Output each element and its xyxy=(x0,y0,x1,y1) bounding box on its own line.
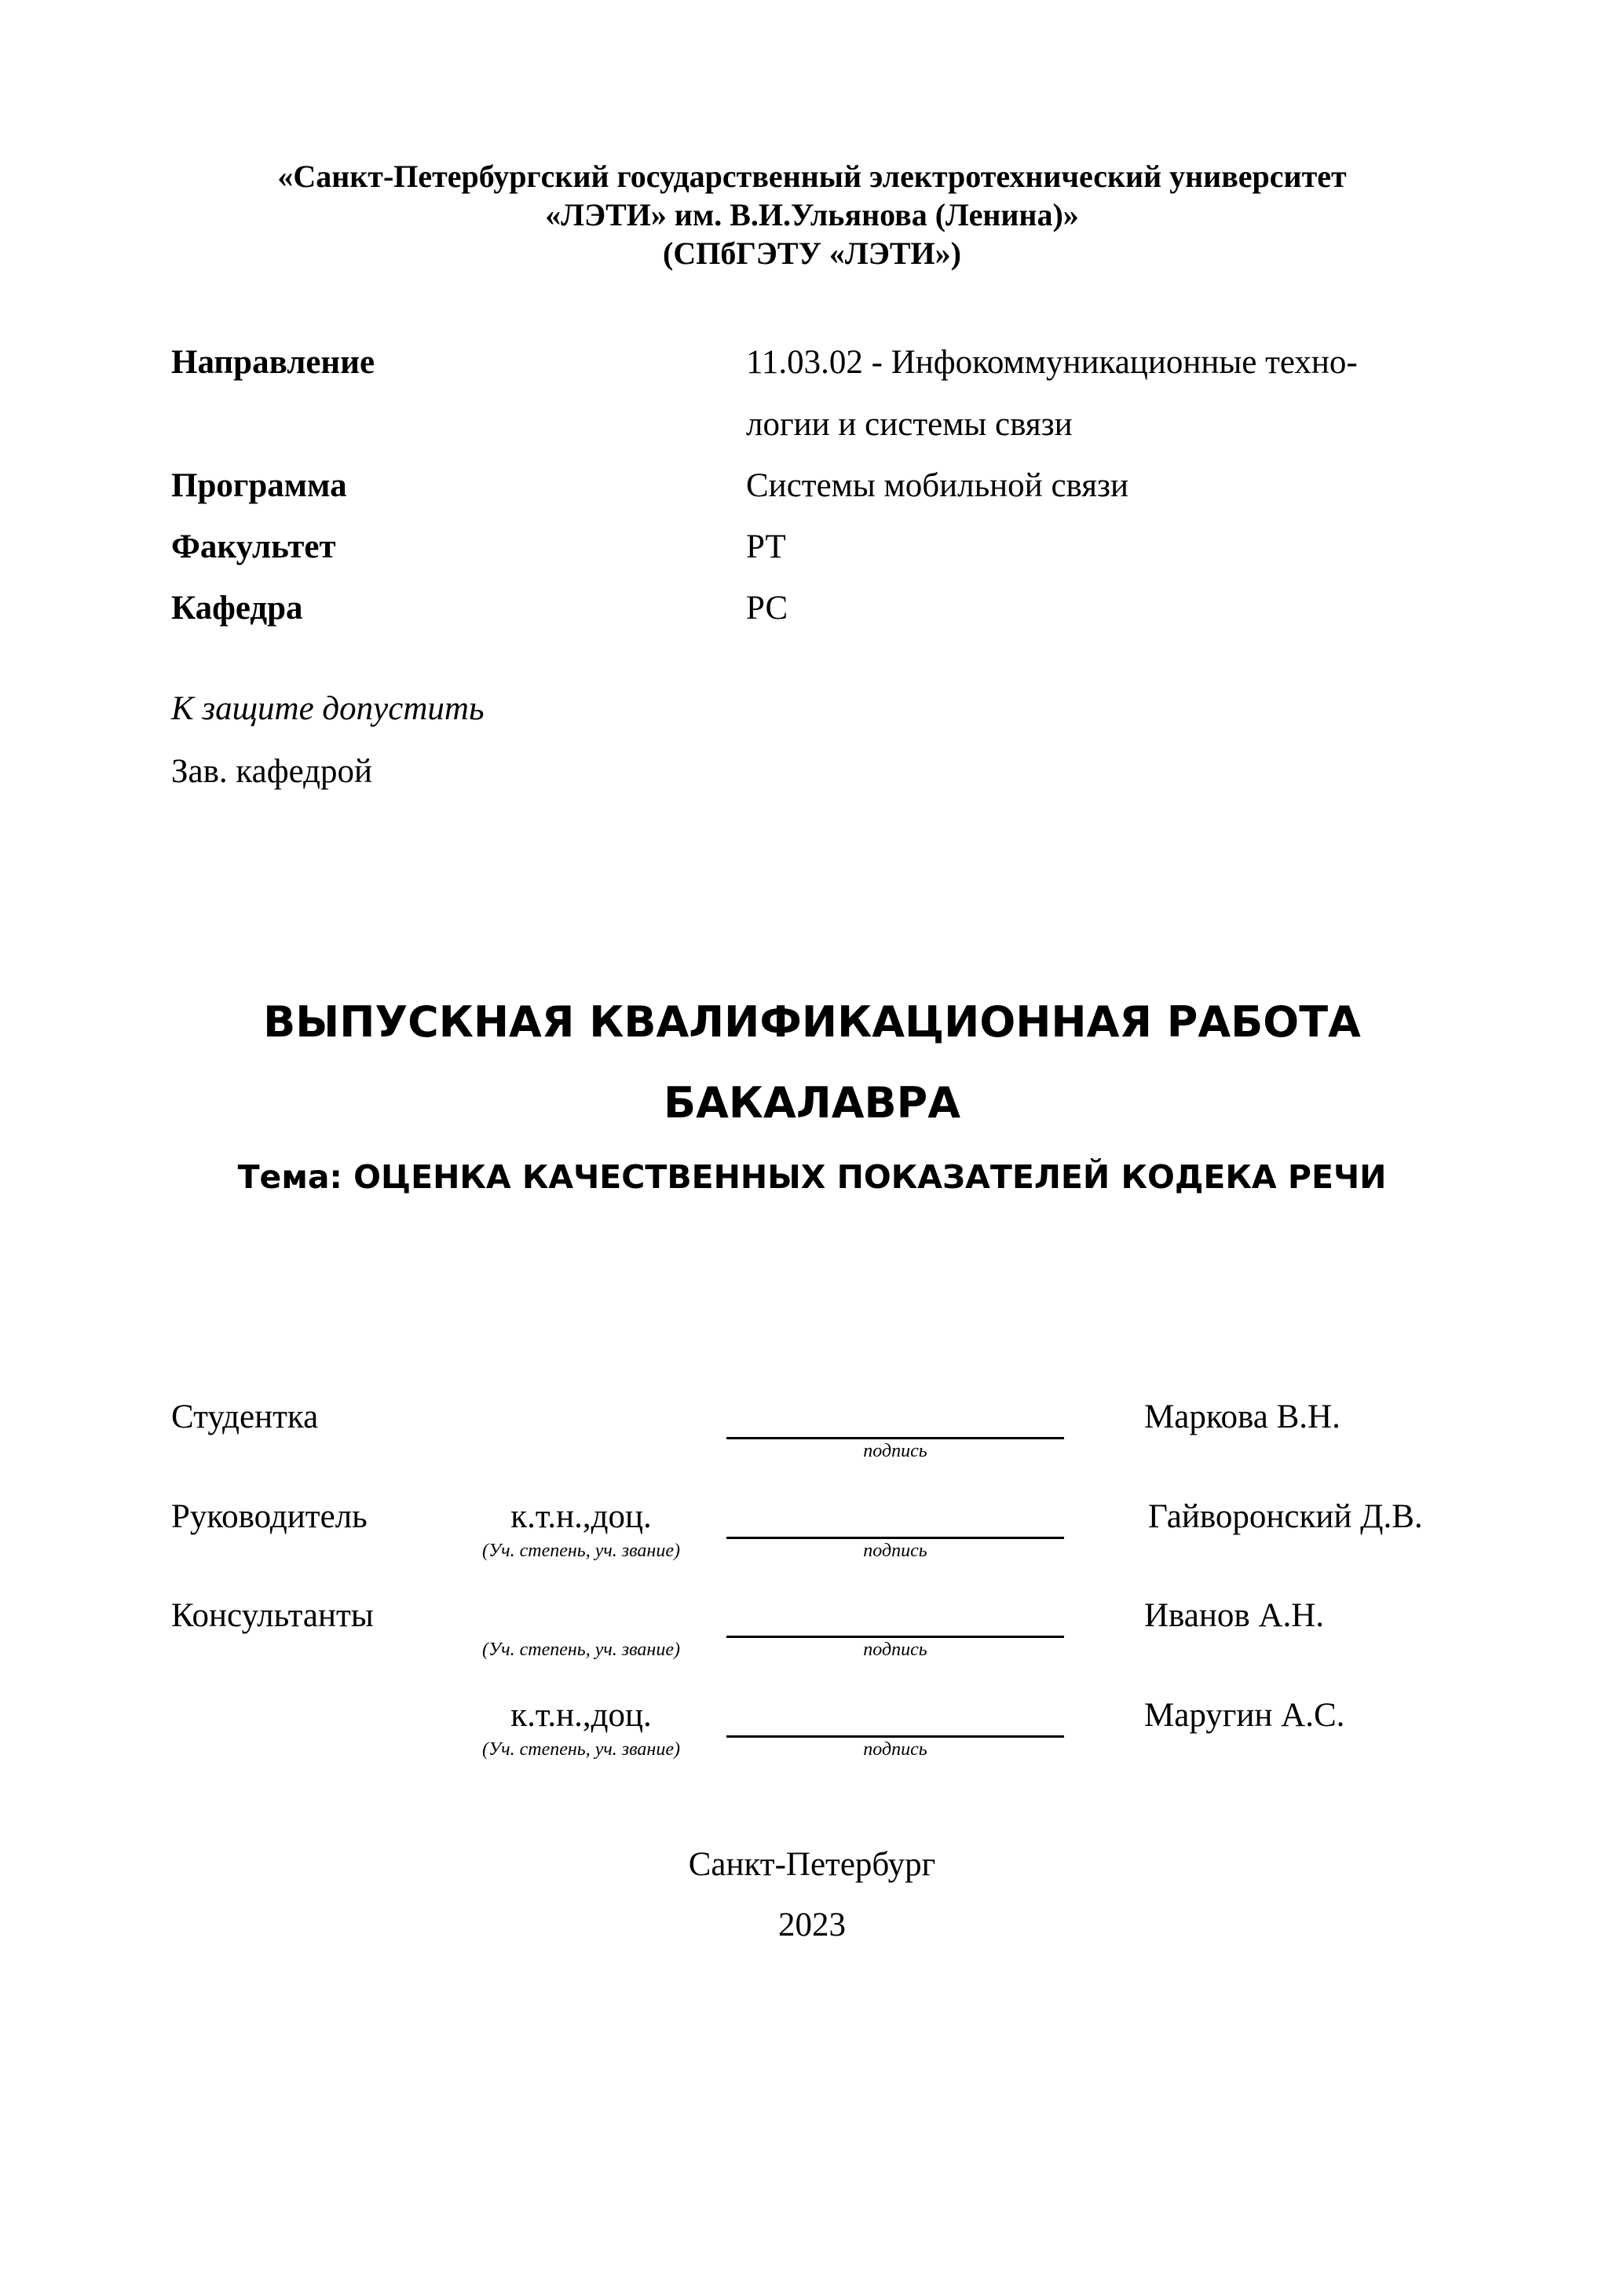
city: Санкт-Петербург xyxy=(688,1846,936,1883)
degree-caption: (Уч. степень, уч. звание) xyxy=(482,1541,680,1561)
head-of-department-label: Зав. кафедрой xyxy=(171,753,373,790)
signature-line xyxy=(726,1537,1064,1539)
work-topic: Тема: ОЦЕНКА КАЧЕСТВЕННЫХ ПОКАЗАТЕЛЕЙ КОДЕКА РЕЧИ xyxy=(237,1158,1387,1196)
work-title-line1: ВЫПУСКНАЯ КВАЛИФИКАЦИОННАЯ РАБОТА xyxy=(263,997,1361,1047)
year: 2023 xyxy=(778,1907,846,1943)
university-abbreviation: (СПбГЭТУ «ЛЭТИ») xyxy=(663,236,961,271)
admission-note: К защите допустить xyxy=(171,690,485,727)
signature-line xyxy=(726,1636,1064,1638)
direction-value-line1: 11.03.02 - Инфокоммуникационные техно- xyxy=(746,344,1358,381)
degree-caption: (Уч. степень, уч. звание) xyxy=(482,1640,680,1660)
program-value: Системы мобильной связи xyxy=(746,467,1129,504)
role-consultants: Консультанты xyxy=(171,1597,374,1634)
degree-caption: (Уч. степень, уч. звание) xyxy=(482,1739,680,1760)
consultant-name-2: Маругин А.С. xyxy=(1144,1697,1345,1734)
signature-caption: подпись xyxy=(863,1541,927,1561)
signature-line xyxy=(726,1437,1064,1439)
role-supervisor: Руководитель xyxy=(171,1498,368,1535)
department-label: Кафедра xyxy=(171,590,303,627)
university-name-line2: «ЛЭТИ» им. В.И.Ульянова (Ленина)» xyxy=(545,197,1079,232)
signature-caption: подпись xyxy=(863,1739,927,1760)
signature-line xyxy=(726,1735,1064,1738)
role-student: Студентка xyxy=(171,1398,319,1435)
consultant-name-1: Иванов А.Н. xyxy=(1144,1597,1325,1634)
consultant-degree: к.т.н.,доц. xyxy=(510,1697,652,1734)
department-value: РС xyxy=(746,590,788,627)
direction-label: Направление xyxy=(171,344,375,381)
student-name: Маркова В.Н. xyxy=(1144,1398,1341,1435)
university-name-line1: «Санкт-Петербургский государственный электротехнический университет xyxy=(277,159,1347,194)
faculty-label: Факультет xyxy=(171,528,336,565)
signature-caption: подпись xyxy=(863,1441,927,1461)
signature-caption: подпись xyxy=(863,1640,927,1660)
direction-value-line2: логии и системы связи xyxy=(746,406,1073,443)
work-title-line2: БАКАЛАВРА xyxy=(663,1078,961,1128)
program-label: Программа xyxy=(171,467,347,504)
university-header xyxy=(0,157,1624,272)
supervisor-name: Гайворонский Д.В. xyxy=(1148,1498,1423,1535)
supervisor-degree: к.т.н.,доц. xyxy=(510,1498,652,1535)
faculty-value: РТ xyxy=(746,528,786,565)
